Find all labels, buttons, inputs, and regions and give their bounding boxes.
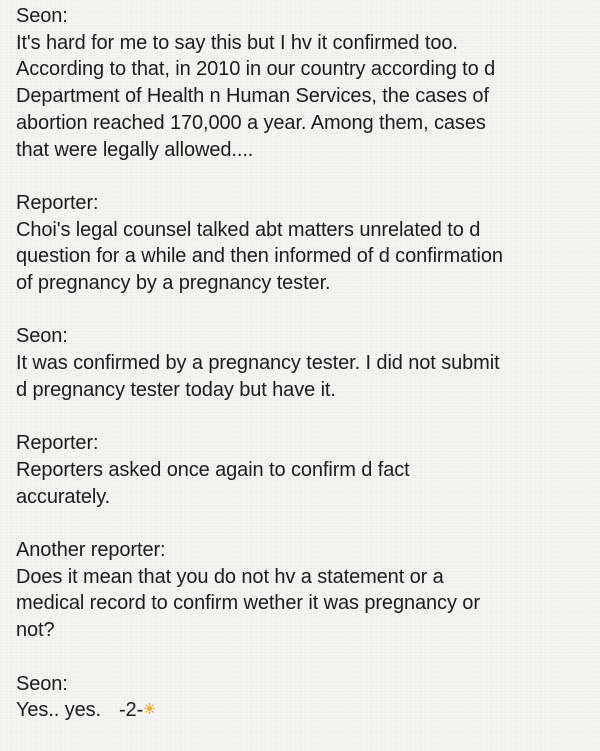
dialogue-block [16,537,596,644]
speaker-name: Seon: [16,325,68,348]
dialogue-line: According to that, in 2010 in our country according to d [16,58,496,81]
page-marker: -2- [118,699,144,722]
dialogue-block [16,323,596,403]
speaker-name: Reporter: [16,432,99,455]
dialogue-line: It's hard for me to say this but I hv it confirmed too. [16,31,458,54]
dialogue-line: Reporters asked once again to confirm d fact [16,458,410,481]
dialogue-block [16,190,596,297]
sun-icon [144,703,155,714]
dialogue-block-final [16,671,596,724]
final-reply: Yes.. yes. [16,699,101,722]
speaker-name: Seon: [16,5,68,27]
dialogue-line: It was confirmed by a pregnancy tester. I did not submit [16,352,500,375]
dialogue-line: not? [16,619,55,642]
speaker-name: Another reporter: [16,539,166,561]
dialogue-line: d pregnancy tester today but have it. [16,378,336,401]
dialogue-line: of pregnancy by a pregnancy tester. [16,272,331,295]
dialogue-line: that were legally allowed.... [16,138,254,161]
dialogue-line: Choi's legal counsel talked abt matters unrelated to d [16,218,481,241]
dialogue-line: medical record to confirm wether it was pregnancy or [16,592,480,615]
speaker-name: Seon: [16,672,68,695]
speaker-name: Reporter: [16,191,99,214]
note-content [16,3,596,751]
dialogue-line: Does it mean that you do not hv a statement or a [16,565,444,588]
dialogue-line: Department of Health n Human Services, the cases of [16,85,489,108]
dialogue-block [16,3,596,163]
final-line [16,697,596,724]
dialogue-block [16,430,596,510]
dialogue-line: abortion reached 170,000 a year. Among them, cases [16,111,486,134]
dialogue-line: accurately. [16,485,111,508]
dialogue-line: question for a while and then informed of d confirmation [16,245,503,268]
